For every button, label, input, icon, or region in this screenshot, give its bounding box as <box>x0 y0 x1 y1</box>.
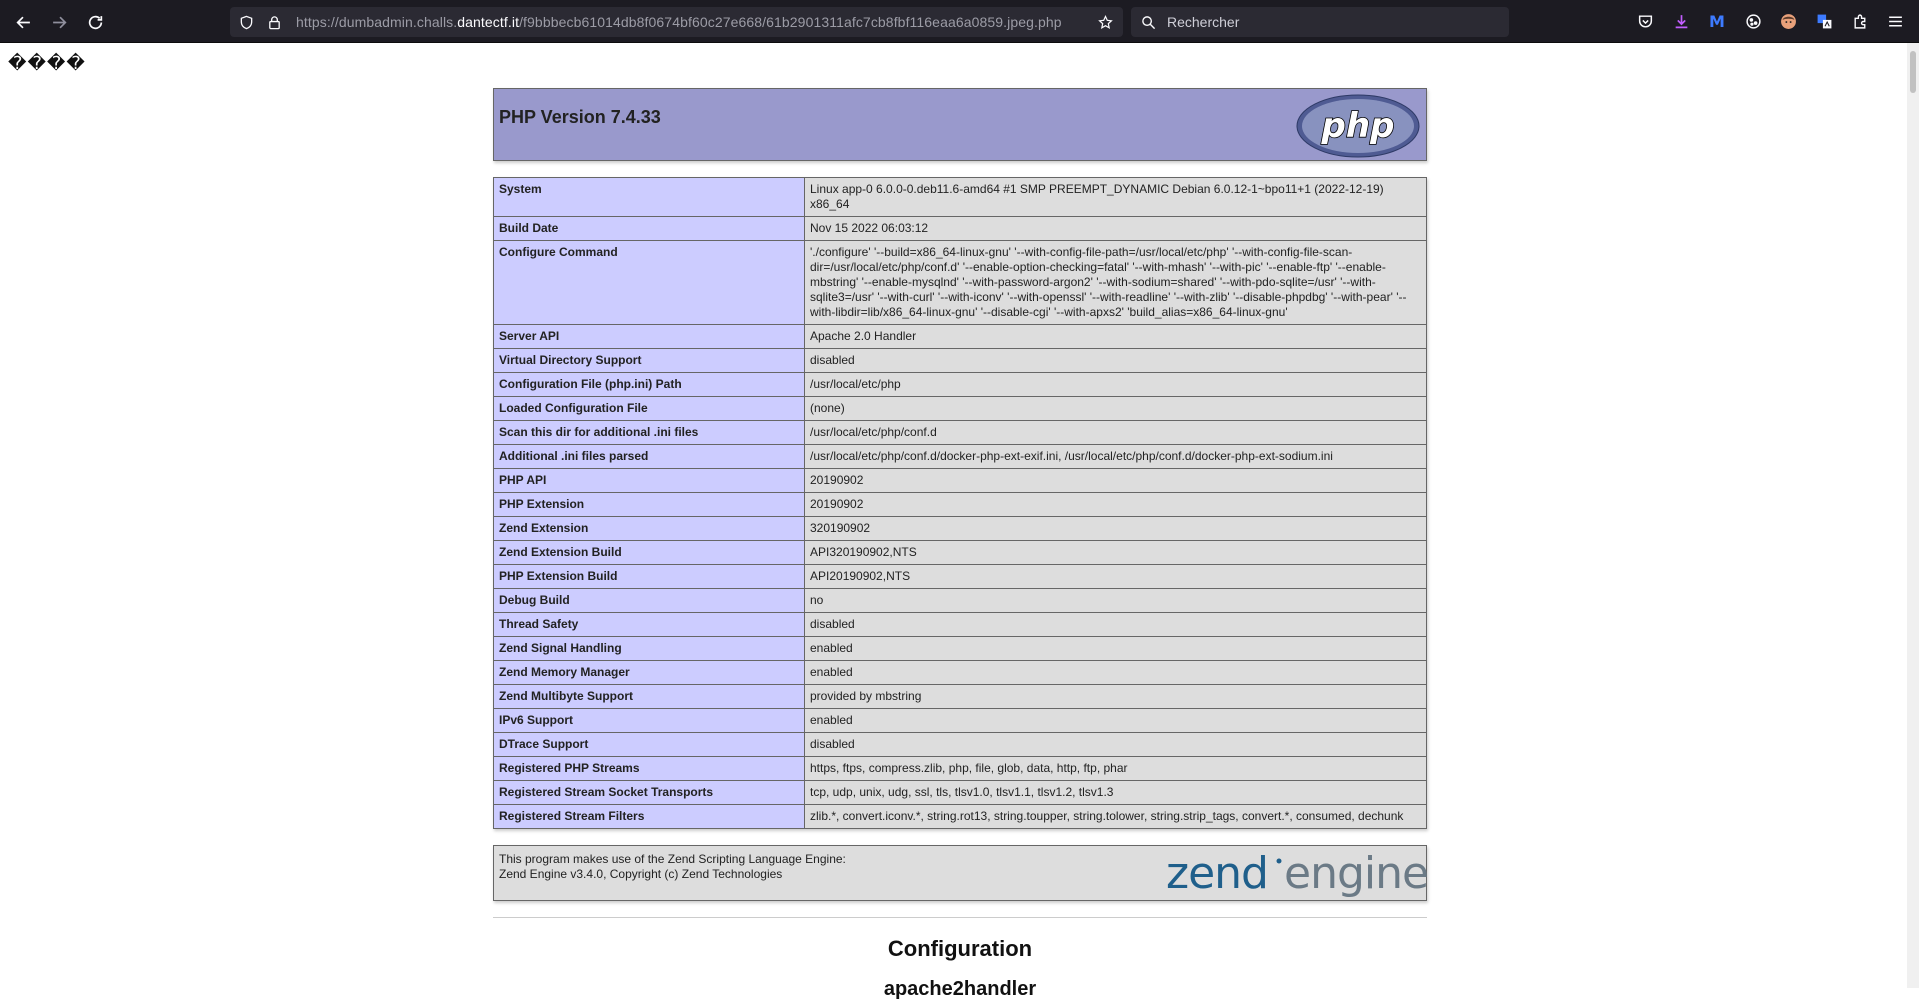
info-row <box>494 325 1427 349</box>
garbage-text: ���� <box>8 53 86 74</box>
zend-line2: Zend Engine v3.4.0, Copyright (c) Zend Technologies <box>499 867 783 881</box>
info-row-label: Zend Extension Build <box>494 541 805 565</box>
info-row <box>494 469 1427 493</box>
search-icon <box>1141 14 1157 30</box>
info-row <box>494 178 1427 217</box>
info-row-label: Thread Safety <box>494 613 805 637</box>
info-row-value: Linux app-0 6.0.0-0.deb11.6-amd64 #1 SMP PREEMPT_DYNAMIC Debian 6.0.12-1~bpo11+1 (2022-12-19) x86_64 <box>805 178 1427 217</box>
phpinfo-container <box>493 88 1427 1001</box>
info-table <box>493 177 1427 829</box>
info-row-value: zlib.*, convert.iconv.*, string.rot13, string.toupper, string.tolower, string.strip_tags, convert.*, consumed, dechunk <box>805 805 1427 829</box>
info-row <box>494 757 1427 781</box>
info-row-label: DTrace Support <box>494 733 805 757</box>
info-row-value: no <box>805 589 1427 613</box>
php-logo-text: php <box>1321 106 1395 146</box>
zend-line1: This program makes use of the Zend Scripting Language Engine: <box>499 852 846 866</box>
info-row-value: https, ftps, compress.zlib, php, file, glob, data, http, ftp, phar <box>805 757 1427 781</box>
info-row-label: Registered Stream Socket Transports <box>494 781 805 805</box>
zend-engine-box <box>493 845 1427 901</box>
shield-icon[interactable] <box>238 14 254 30</box>
avatar-icon[interactable] <box>1777 10 1799 32</box>
info-row <box>494 565 1427 589</box>
info-row-value: 320190902 <box>805 517 1427 541</box>
configuration-heading: Configuration <box>887 936 1033 961</box>
info-row-value: tcp, udp, unix, udg, ssl, tls, tlsv1.0, tlsv1.1, tlsv1.2, tlsv1.3 <box>805 781 1427 805</box>
info-row-label: Zend Signal Handling <box>494 637 805 661</box>
info-row-value: './configure' '--build=x86_64-linux-gnu' '--with-config-file-path=/usr/local/etc/php' '--with-config-file-scan-dir=/usr/local/etc/php/conf.d' '--enable-option-checking=fatal' '--with-mhash' '--with-pic' '--enable-ftp' '--enable-mbstring' '--enable-mysqlnd' '--with-password-argon2' '--with-sodium=shared' '--with-pdo-sqlite=/usr' '--with-sqlite3=/usr' '--with-curl' '--with-iconv' '--with-openssl' '--with-readline' '--with-zlib' '--disable-phpdbg' '--with-pear' '--with-libdir=lib/x86_64-linux-gnu' '--disable-cgi' '--with-apxs2' 'build_alias=x86_64-linux-gnu' <box>805 241 1427 325</box>
info-row-value: enabled <box>805 661 1427 685</box>
info-row-label: Configure Command <box>494 241 805 325</box>
info-row <box>494 709 1427 733</box>
info-row-value: 20190902 <box>805 493 1427 517</box>
info-row-label: Virtual Directory Support <box>494 349 805 373</box>
search-placeholder: Rechercher <box>1167 14 1240 30</box>
info-row-value: enabled <box>805 637 1427 661</box>
php-logo-icon[interactable] <box>1296 94 1420 158</box>
info-row-label: Loaded Configuration File <box>494 397 805 421</box>
search-bar[interactable] <box>1131 7 1509 37</box>
info-row <box>494 517 1427 541</box>
lock-icon[interactable] <box>266 14 282 30</box>
info-row-label: Registered Stream Filters <box>494 805 805 829</box>
scrollbar-thumb[interactable] <box>1910 51 1916 93</box>
browser-toolbar <box>0 0 1919 43</box>
info-row-value: provided by mbstring <box>805 685 1427 709</box>
reload-icon[interactable] <box>80 7 110 37</box>
info-row-label: Zend Extension <box>494 517 805 541</box>
zend-logo-word1: zend <box>1166 848 1268 899</box>
info-row-value: API320190902,NTS <box>805 541 1427 565</box>
info-row-label: Configuration File (php.ini) Path <box>494 373 805 397</box>
info-row-label: PHP API <box>494 469 805 493</box>
url-path: /f9bbbecb61014db8f0674bf60c27e668/61b2901311afc7cb8fbf116eaa6a0859.jpeg.php <box>519 14 1062 30</box>
info-row-label: PHP Extension <box>494 493 805 517</box>
info-row <box>494 241 1427 325</box>
info-row <box>494 493 1427 517</box>
info-row <box>494 805 1427 829</box>
info-row-label: Zend Multibyte Support <box>494 685 805 709</box>
pocket-icon[interactable] <box>1634 10 1656 32</box>
info-row <box>494 685 1427 709</box>
zend-logo-dot <box>1277 859 1282 864</box>
info-row-label: Build Date <box>494 217 805 241</box>
info-row <box>494 613 1427 637</box>
info-row-value: 20190902 <box>805 469 1427 493</box>
info-row <box>494 541 1427 565</box>
info-row <box>494 733 1427 757</box>
info-row-value: Nov 15 2022 06:03:12 <box>805 217 1427 241</box>
info-rows <box>494 178 1427 829</box>
info-row <box>494 661 1427 685</box>
info-row-value: disabled <box>805 349 1427 373</box>
url-prefix: https://dumbadmin.challs. <box>296 14 458 30</box>
page-scrollbar[interactable] <box>1907 43 1919 988</box>
info-row <box>494 781 1427 805</box>
info-row <box>494 589 1427 613</box>
info-row-label: Zend Memory Manager <box>494 661 805 685</box>
section-divider <box>493 917 1427 918</box>
extensions-icon[interactable] <box>1849 10 1871 32</box>
info-row <box>494 637 1427 661</box>
downloads-icon[interactable] <box>1670 10 1692 32</box>
info-row <box>494 217 1427 241</box>
back-icon[interactable] <box>8 7 38 37</box>
info-row-value: /usr/local/etc/php/conf.d <box>805 421 1427 445</box>
cookie-icon[interactable] <box>1742 10 1764 32</box>
menu-icon[interactable] <box>1884 10 1906 32</box>
php-version-header <box>493 88 1427 161</box>
info-row-label: Additional .ini files parsed <box>494 445 805 469</box>
info-row-value: (none) <box>805 397 1427 421</box>
info-row <box>494 445 1427 469</box>
info-row-label: Server API <box>494 325 805 349</box>
page-viewport <box>0 43 1907 1000</box>
info-row-value: disabled <box>805 613 1427 637</box>
info-row-label: Registered PHP Streams <box>494 757 805 781</box>
info-row-value: API20190902,NTS <box>805 565 1427 589</box>
php-version-title: PHP Version 7.4.33 <box>499 107 661 127</box>
url-bar[interactable] <box>230 7 1123 37</box>
info-row-label: System <box>494 178 805 217</box>
star-icon[interactable] <box>1097 14 1113 30</box>
info-row-label: Scan this dir for additional .ini files <box>494 421 805 445</box>
url-text[interactable] <box>296 14 1062 30</box>
info-row-value: /usr/local/etc/php/conf.d/docker-php-ext-exif.ini, /usr/local/etc/php/conf.d/docker-php-ext-sodium.ini <box>805 445 1427 469</box>
zend-text <box>499 852 846 882</box>
info-row-label: PHP Extension Build <box>494 565 805 589</box>
info-row-value: /usr/local/etc/php <box>805 373 1427 397</box>
info-row-value: enabled <box>805 709 1427 733</box>
info-row-value: Apache 2.0 Handler <box>805 325 1427 349</box>
translate-icon[interactable] <box>1813 10 1835 32</box>
apache2handler-heading: apache2handler <box>883 978 1037 1000</box>
url-host: dantectf.it <box>457 14 520 30</box>
info-row-label: Debug Build <box>494 589 805 613</box>
info-row <box>494 421 1427 445</box>
info-row <box>494 373 1427 397</box>
info-row-value: disabled <box>805 733 1427 757</box>
info-row-label: IPv6 Support <box>494 709 805 733</box>
zend-logo-word2: engine <box>1284 848 1429 899</box>
info-row <box>494 349 1427 373</box>
zend-engine-logo-icon[interactable] <box>1166 848 1429 900</box>
info-row <box>494 397 1427 421</box>
forward-icon[interactable] <box>44 7 74 37</box>
extension-m-icon[interactable]: M <box>1709 11 1725 31</box>
